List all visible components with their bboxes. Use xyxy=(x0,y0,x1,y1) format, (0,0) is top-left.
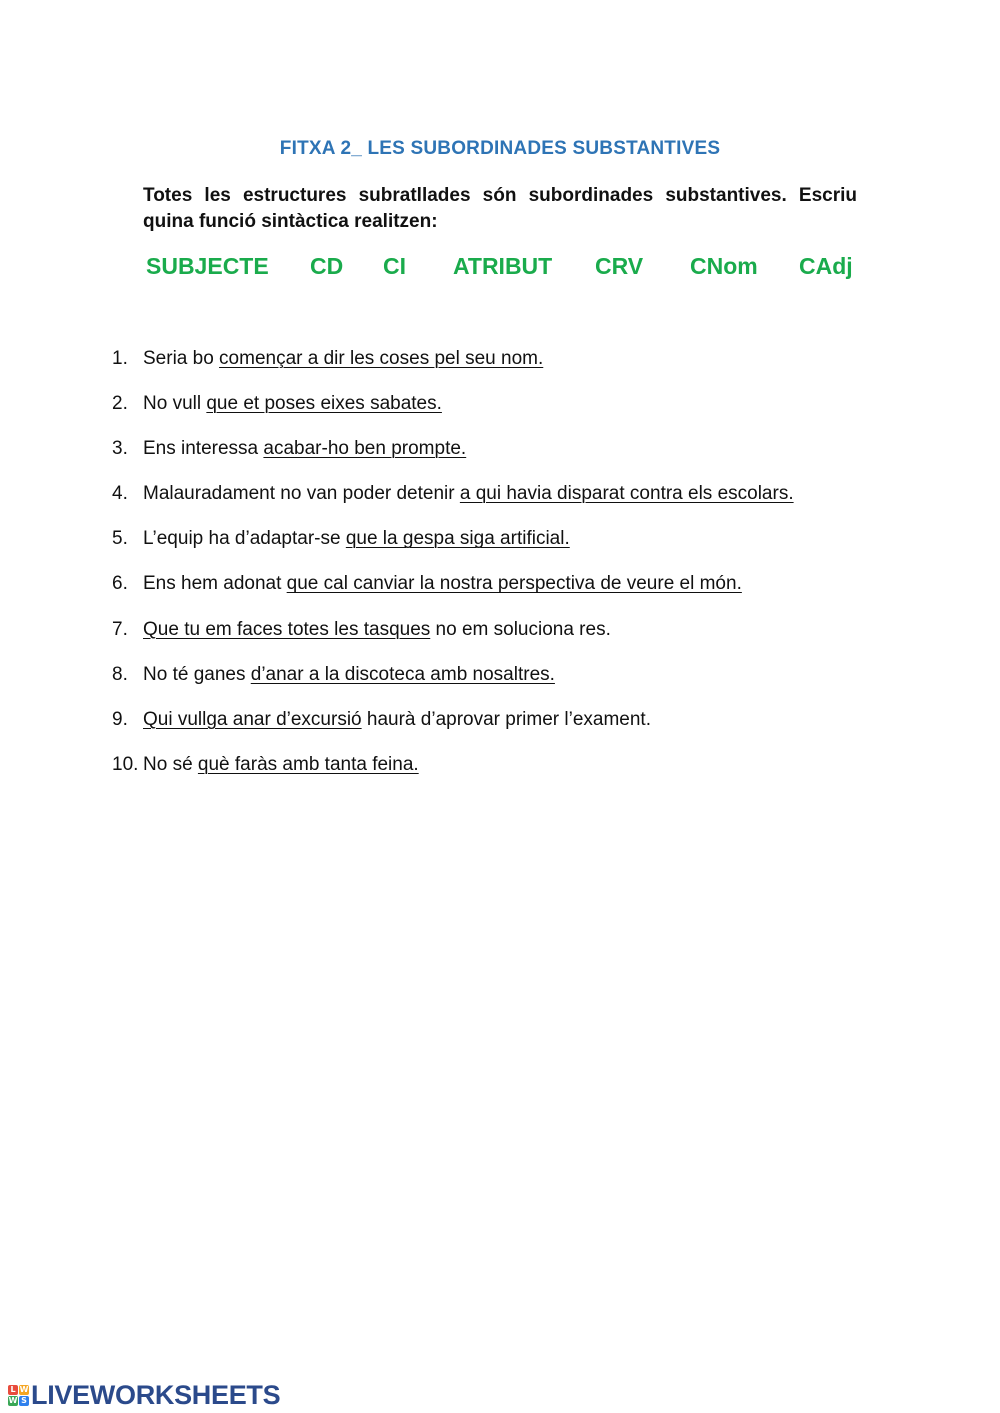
item-number: 9. xyxy=(112,708,128,730)
underlined-clause: Qui vullga anar d’excursió xyxy=(143,708,362,730)
list-item xyxy=(0,526,1000,571)
list-item xyxy=(0,752,1000,797)
list-item xyxy=(0,571,1000,616)
item-number: 3. xyxy=(112,438,128,460)
list-item xyxy=(0,662,1000,707)
option-atribut: ATRIBUT xyxy=(453,253,553,279)
list-item xyxy=(0,707,1000,752)
logo-text: LIVEWORKSHEETS xyxy=(31,1379,281,1410)
sentence-text xyxy=(143,754,419,776)
item-number: 10. xyxy=(112,753,139,775)
logo-letter-tile: S xyxy=(19,1396,29,1406)
sentence-before: L’equip ha d’adaptar-se xyxy=(143,528,346,550)
sentence-after: no em soluciona res. xyxy=(430,618,611,640)
logo-letter-tile: W xyxy=(8,1395,18,1405)
list-item xyxy=(0,617,1000,662)
sentence-text xyxy=(143,619,611,641)
item-number: 2. xyxy=(112,393,128,415)
option-subjecte: SUBJECTE xyxy=(146,253,269,279)
sentence-before: No sé xyxy=(143,753,198,775)
underlined-clause: acabar-ho ben prompte. xyxy=(263,438,467,460)
sentence-before: Seria bo xyxy=(143,348,220,369)
logo-letter-tile: W xyxy=(19,1384,29,1394)
item-number: 6. xyxy=(112,573,128,595)
item-number: 5. xyxy=(112,528,128,550)
sentence-text xyxy=(143,438,466,460)
worksheet-title: FITXA 2_ LES SUBORDINADES SUBSTANTIVES xyxy=(279,138,721,159)
option-cadj: CAdj xyxy=(799,253,853,279)
underlined-clause: que et poses eixes sabates. xyxy=(206,393,442,415)
item-number: 1. xyxy=(112,348,128,369)
item-number: 8. xyxy=(112,663,128,685)
sentence-list xyxy=(0,346,1000,797)
sentence-before: Malauradament no van poder detenir xyxy=(143,483,460,505)
underlined-clause: que la gespa siga artificial. xyxy=(345,528,570,550)
option-ci: CI xyxy=(383,253,406,279)
logo-mark-icon xyxy=(8,1385,29,1406)
logo-letter-tile: L xyxy=(8,1385,18,1395)
underlined-clause: Que tu em faces totes les tasques xyxy=(143,618,431,640)
instructions-text: Totes les estructures subratllades són subordinades substantives. Escriu quina funció sintàctica realitzen: xyxy=(143,185,857,232)
sentence-text xyxy=(143,528,570,550)
underlined-clause: d’anar a la discoteca amb nosaltres. xyxy=(250,663,555,685)
option-crv: CRV xyxy=(595,253,644,279)
underlined-clause: què faràs amb tanta feina. xyxy=(197,753,419,775)
function-options xyxy=(0,253,1000,285)
underlined-clause: que cal canviar la nostra perspectiva de veure el món. xyxy=(286,573,742,595)
sentence-before: Ens interessa xyxy=(143,438,264,460)
sentence-after: haurà d’aprovar primer l’exament. xyxy=(361,708,651,730)
option-cnom: CNom xyxy=(690,253,758,279)
sentence-before: Ens hem adonat xyxy=(143,573,287,595)
sentence-text xyxy=(143,393,442,415)
sentence-before: No té ganes xyxy=(143,663,251,685)
underlined-clause: començar a dir les coses pel seu nom. xyxy=(219,348,544,369)
underlined-clause: a qui havia disparat contra els escolars. xyxy=(459,483,794,505)
item-number: 7. xyxy=(112,618,128,640)
sentence-before: No vull xyxy=(143,393,207,415)
sentence-text xyxy=(143,573,742,595)
list-item xyxy=(0,481,1000,526)
list-item xyxy=(0,346,1000,391)
option-cd: CD xyxy=(310,253,344,279)
sentence-text xyxy=(143,664,555,686)
item-number: 4. xyxy=(112,483,128,505)
list-item xyxy=(0,391,1000,436)
sentence-text xyxy=(143,483,794,505)
liveworksheets-logo[interactable] xyxy=(8,1380,280,1410)
sentence-text xyxy=(143,709,651,731)
sentence-text xyxy=(143,348,543,370)
list-item xyxy=(0,436,1000,481)
